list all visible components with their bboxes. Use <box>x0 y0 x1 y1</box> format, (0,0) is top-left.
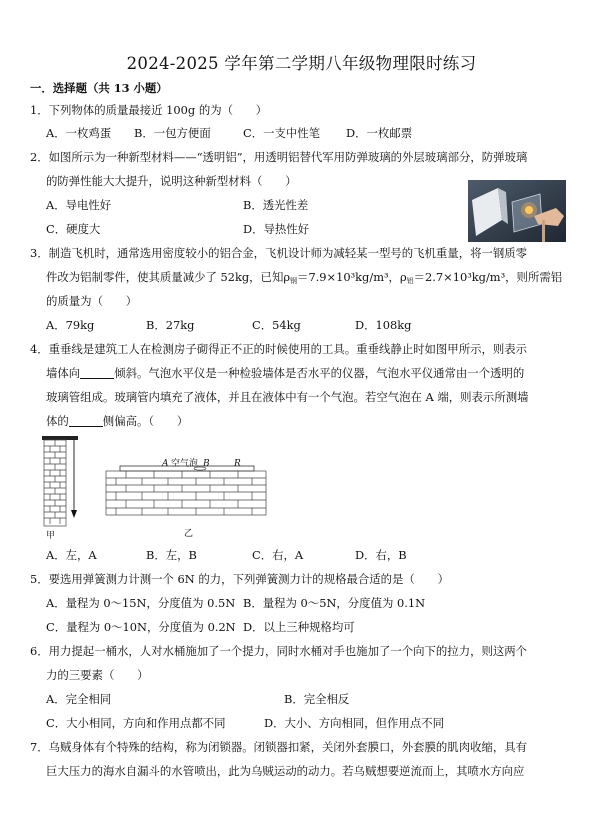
q4-option-a[interactable]: A．左，A <box>46 548 97 562</box>
q2-stem-line1: 2．如图所示为一种新型材料——“透明铝”，用透明铝替代军用防弹玻璃的外层玻璃部分，防弹玻璃 <box>30 150 528 164</box>
q1-option-d[interactable]: D．一枚邮票 <box>346 126 413 140</box>
q6-stem-line1: 6．用力提起一桶水，人对水桶施加了一个提力，同时水桶对手也施加了一个向下的拉力，则这两个 <box>30 644 528 658</box>
q7-stem-line1: 7．乌贼身体有个特殊的结构，称为闭锁器。闭锁器扣紧，关闭外套膜口，外套膜的肌肉收缩，具有 <box>30 740 528 754</box>
figure-label-a: A <box>162 459 169 469</box>
figure-label-bubble: 空气泡 <box>171 459 199 469</box>
q3-option-b[interactable]: B．27kg <box>146 318 195 332</box>
q3-subscript-aluminum: 铝 <box>406 277 414 285</box>
q1-option-b[interactable]: B．一包方便面 <box>134 126 211 140</box>
q2-option-a[interactable]: A．导电性好 <box>46 198 112 212</box>
q3-option-c[interactable]: C．54kg <box>252 318 301 332</box>
q7-stem-line2: 巨大压力的海水自漏斗的水管喷出，此为乌贼运动的动力。若乌贼想要逆流而上，其喷水方向应 <box>46 764 525 778</box>
q4-stem-line2: 墙体向 倾斜。气泡水平仪是一种检验墙体是否水平的仪器，气泡水平仪通常由一个透明的 <box>46 366 525 380</box>
q2-option-d[interactable]: D．导热性好 <box>243 222 310 236</box>
q4-answer-blank-1[interactable] <box>80 367 114 379</box>
q5-option-d[interactable]: D．以上三种规格均可 <box>243 620 355 634</box>
q3-option-d[interactable]: D．108kg <box>355 318 412 332</box>
q3-stem-line1: 3．制造飞机时，通常选用密度较小的铝合金，飞机设计师为减轻某一型号的飞机重量，将一钢质零 <box>30 246 528 260</box>
q1-stem: 1．下列物体的质量最接近 100g 的为（ ） <box>30 103 268 117</box>
q6-option-a[interactable]: A．完全相同 <box>46 692 112 706</box>
q3-stem-line3: 的质量为（ ） <box>46 294 138 308</box>
q5-option-c[interactable]: C．量程为 0～10N，分度值为 0.2N <box>46 620 236 634</box>
page-title: 2024-2025 学年第二学期八年级物理限时练习 <box>126 54 477 73</box>
q5-option-b[interactable]: B．量程为 0～5N，分度值为 0.1N <box>243 596 426 610</box>
q2-option-c[interactable]: C．硬度大 <box>46 222 101 236</box>
q6-option-d[interactable]: D．大小、方向相同，但作用点不同 <box>264 716 444 730</box>
q4-stem-line4: 体的 侧偏高。（ ） <box>46 414 189 428</box>
q3-stem-line2: 件改为铝制零件，使其质量减少了 52kg，已知$\rho_钢=7.9\times 10^3kg/m^3$，$\rho_铝=2.7\times 10^3kg/m^3$，则所需铝 <box>46 270 563 285</box>
q3-subscript-steel: 钢 <box>290 277 298 285</box>
figure-plumb-line <box>42 436 98 532</box>
figure-label-r: R <box>234 459 241 469</box>
transparent-aluminum-photo <box>468 180 566 242</box>
q4-option-d[interactable]: D．右，B <box>355 548 407 562</box>
q2-stem-line2: 的防弹性能大大提升，说明这种新型材料（ ） <box>46 174 297 188</box>
figure-yi-label: 乙 <box>184 529 194 539</box>
q6-option-b[interactable]: B．完全相反 <box>284 692 350 706</box>
q1-option-c[interactable]: C．一支中性笔 <box>243 126 321 140</box>
q1-option-a[interactable]: A．一枚鸡蛋 <box>46 126 112 140</box>
q4-stem-line1: 4．重垂线是建筑工人在检测房子砌得正不正的时候使用的工具。重垂线静止时如图甲所示，则表示 <box>30 342 528 356</box>
q2-option-b[interactable]: B．透光性差 <box>243 198 309 212</box>
section-heading: 一．选择题（共 13 小题） <box>30 81 168 95</box>
q3-option-a[interactable]: A．79kg <box>46 318 95 332</box>
q4-stem-line3: 玻璃管组成。玻璃管内填充了液体，并且在液体中有一个气泡。若空气泡在 A 端，则表示所测墙 <box>46 390 529 404</box>
q5-option-a[interactable]: A．量程为 0～15N，分度值为 0.5N <box>46 596 236 610</box>
q5-stem: 5．要选用弹簧测力计测一个 6N 的力，下列弹簧测力计的规格最合适的是（ ） <box>30 572 449 586</box>
figure-jia-label: 甲 <box>46 531 56 541</box>
figure-label-b: B <box>203 459 210 469</box>
q6-stem-line2: 力的三要素（ ） <box>46 668 149 682</box>
q6-option-c[interactable]: C．大小相同，方向和作用点都不同 <box>46 716 226 730</box>
q4-option-c[interactable]: C．右，A <box>252 548 304 562</box>
q4-option-b[interactable]: B．左，B <box>146 548 197 562</box>
q4-answer-blank-2[interactable] <box>69 415 103 427</box>
